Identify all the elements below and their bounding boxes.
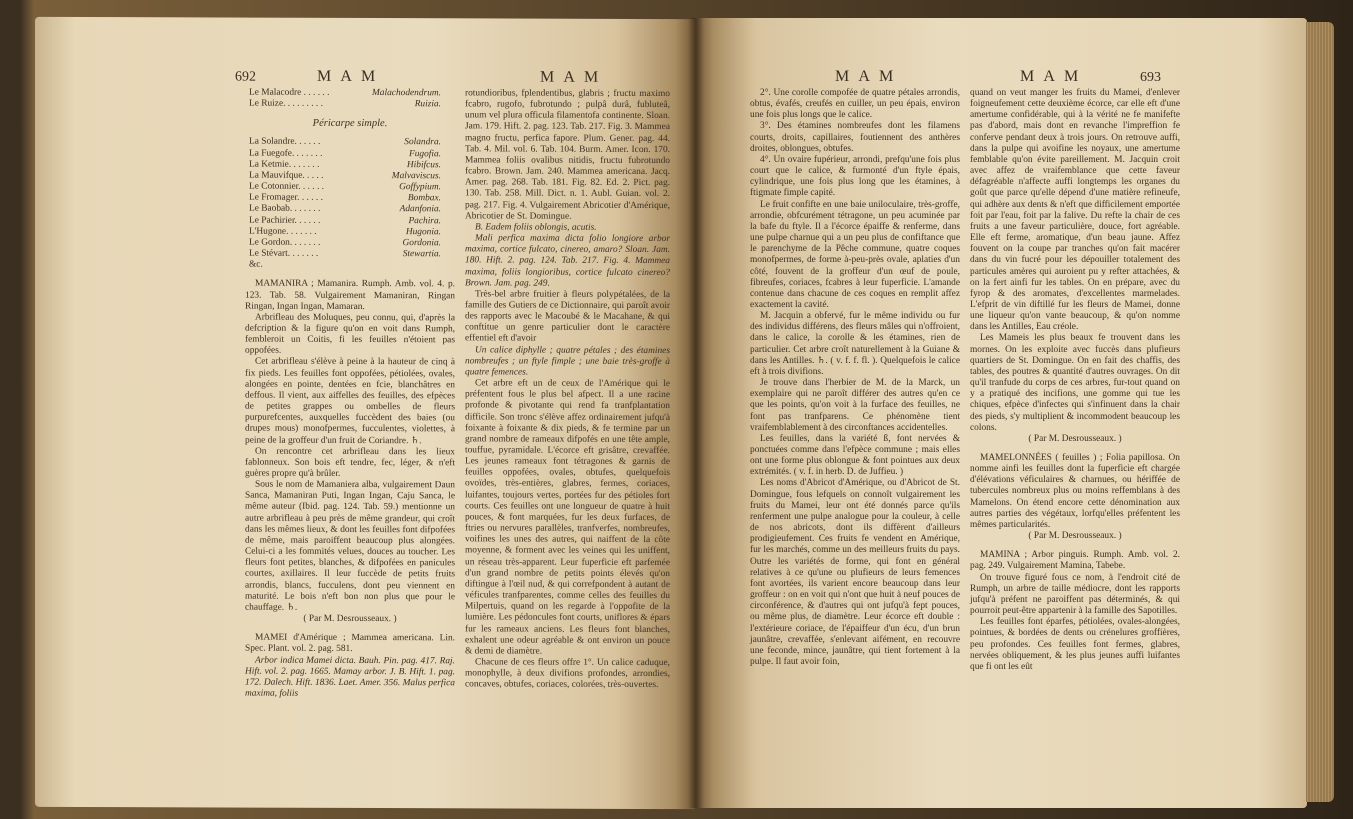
synonym-row: Le Cotonnier. . . . . . Goffypium. (249, 181, 441, 193)
entry-paragraph: Arbor indica Mamei dicta. Bauh. Pin. pag. 417. Raj. Hift. vol. 2. pag. 1665. Mamay arbor. J. B. Hift. 1. pag. 172. Dalech. Hift. 1836. Laet. Amer. 356. Malus perfica maxima, foliis (245, 655, 455, 699)
book-gutter (688, 18, 704, 808)
entry-paragraph: Les noms d'Abricot d'Amérique, ou d'Abricot de St. Domingue, fous lefquels on connoît vulgairement les fruits du Mamei, leur ont été donnés parce qu'ils renferment une pulpe analogue pour la couleur, à celle de nos abricots, dont ils diffèrent d'ailleurs prodigieufement. Ces fruits fe vendent en Amérique, fur les marchés, comme un des meilleurs fruits du pays. Outre les variétés de forme, qui font en général relatives à ce qu'une ou plufieurs de leurs femences font avortées, ils varient encore beaucoup dans leur groffeur : on en voit qui n'ont que huit à neuf pouces de circonférence, & d'autres qui ont jufqu'à fept pouces, ou même plus, de diamètre. Leur écorce eft double : l'extérieure coriace, de l'épaiffeur d'un écu, d'un brun jaunâtre, crevaffée, s'enlevant aifément, en recouvre une feconde, mince, jaunâtre, qui tient fortement à la pulpe. Il faut avoir foin, (750, 478, 960, 667)
entry-paragraph: M. Jacquin a obfervé, fur le même individu ou fur des individus différens, des fleurs mâles qui n'offroient, dans le calice, la corolle & les étamines, rien de particulier. Cet arbre croît naturellement à la Guiane & dans les Antilles. ♄. ( v. f. f. fl. ). Quelquefois le calice eft à trois divifions. (750, 311, 960, 377)
entry-paragraph: MAMEI d'Amérique ; Mammea americana. Lin. Spec. Plant. vol. 2. pag. 581. (245, 632, 455, 655)
left-column-2 (465, 88, 670, 691)
synonym-row: La Mauvifque. . . . . Malvaviscus. (249, 170, 441, 182)
synonym-row: Le Pachirier. . . . . . Pachira. (249, 215, 441, 226)
synonym-row: La Fuegofe. . . . . . . Fugofia. (249, 148, 441, 159)
synonym-row: Le Stévart. . . . . . . Stewartia. (249, 248, 441, 260)
entry-paragraph: On rencontre cet arbrifleau dans les lieux fablonneux. Son bois eft tendre, fec, léger, & n'eft guères propre qu'à brûler. (245, 446, 455, 479)
synonym-row: Le Malacodre . . . . . . Malachodendrum. (249, 87, 441, 99)
entry-paragraph: rotundioribus, fplendentibus, glabris ; fructu maximo fcabro, rugofo, fubrotundo ; pulpâ durâ, fubluteâ, unum vel plura officula filamentofa continente. Sloan. Jam. 179. Hift. 2. pag. 123. Tab. 217. Fig. 3. Mammea magno fructu, perfica fapore. Plum. Gener. pag. 44. Tab. 4. Mil. vol. 6. Tab. 104. Burm. Amer. Icon. 170. Mammea foliis ovalibus nitidis, fructu fubrotundo fcabro. Brown. Jam. 240. Mammea americana. Jacq. Amer. pag. 268. Tab. 181. Fig. 82. Ed. 2. Pict. pag. 130. Tab. 258. Mill. Dict. n. 1. Aubl. Guian. vol. 2. pag. 217. Fig. 4. Vulgairement Abricotier d'Amérique, Abricotier de St. Domingue. (465, 88, 670, 222)
entry-paragraph: MAMINA ; Arbor pinguis. Rumph. Amb. vol. 2. pag. 249. Vulgairement Mamina, Tabebe. (970, 550, 1180, 572)
entry-paragraph: 4°. Un ovaire fupérieur, arrondi, prefqu'une fois plus court que le calice, & furmonté d'un ftyle épais, cylindrique, une fois plus long que les étamines, à ftigmate fimple capité. (750, 154, 960, 199)
synonym-row: Le Gordon. . . . . . . Gordonia. (249, 237, 441, 249)
entry-paragraph: Un calice diphylle ; quatre pétales ; des étamines nombreufes ; un ftyle fimple ; une baie très-groffe à quatre femences. (465, 344, 670, 378)
entry-paragraph: MAMELONNÉES ( feuilles ) ; Folia papillosa. On nomme ainfi les feuilles dont la fuperficie eft chargée d'élévations véficulaires & charnues, ou hériffée de tubercules nombreux plus ou moins reffemblans à des Mamelons. On étend encore cette dénomination aux autres parties des végétaux, lorfqu'elles préfentent les mêmes particularités. (970, 453, 1180, 530)
entry-paragraph: On trouve figuré fous ce nom, à l'endroit cité de Rumph, un arbre de taille médiocre, dont les rapports jufqu'à préfent ne paroiffent pas déterminés, & qui pourroit peut-être appartenir à la famille des Sapotilles. (970, 572, 1180, 617)
entry-paragraph: Je trouve dans l'herbier de M. de la Marck, un exemplaire qui ne paroît différer des autres qu'en ce que les points, qu'on voit à la furface des feuilles, ne font pas tranfparens. Ce phénomène tient vraifemblablement à des circonftances accidentelles. (750, 378, 960, 433)
entry-paragraph: Le fruit confifte en une baie uniloculaire, très-groffe, arrondie, obfcurément tétragone, un peu acuminée par la bafe du ftyle. Il a l'écorce épaiffe & renferme, dans une pulpe charnue qui a un peu plus de confiftance que le parenchyme de la Pêche commune, quatre coques monofpermes, de forme à-peu-près ovale, aplaties d'un côté, fouvent de la groffeur d'un œuf de poule, fibreufes, coriaces, fcabres à leur fuperficie. L'amande contenue dans chacune de ces coques en remplit affez exactement la cavité. (750, 199, 960, 310)
running-header-right: M A M (1020, 68, 1082, 85)
entry-paragraph: Mali perfica maxima dicta folio longiore arbor maxima, cortice fulcato, cinereo, amaro? Sloan. Jam. 180. Hift. 2. pag. 124. Tab. 217. Fig. 4. Mammea maxima, foliis longioribus, cortice fulcato cinereo? Brown. Jam. pag. 249. (465, 233, 670, 289)
entry-paragraph: quand on veut manger les fruits du Mamei, d'enlever foigneufement cette deuxième écorce, car elle eft d'une amertume confidérable, qui à la vérité ne fe manifefte pas d'abord, mais dont en revanche l'impreffion fe conferve pendant deux à trois jours. On retrouve auffi, dans la pulpe qui avoifine les noyaux, une amertume femblable qu'on évite pareillement. M. Jacquin croit avec affez de vraifemblance que cette faveur défagréable n'affecte auffi longtemps les organes du goût que parce qu'elle dépend d'une matière refineufe, qui adhère aux dents & n'eft que difficilement emportée foit par l'eau, foit par la falive. Du refte la chair de ces fruits a une faveur particulière, douce, fort agréable. Elle eft ferme, aromatique, d'un beau jaune. Affez fouvent on la coupe par tranches qu'on fait macérer dans du vin fucré pour les dépouiller totalement des particules amères qui auroient pu y refter attachées, & on la fert ainfi fur les tables. On en prépare, avec du fyrop & des aromates, d'excellentes marmelades. L'efprit de vin diftillé fur les fleurs de Mamei, donne une liqueur qu'on vante beaucoup, & qu'on nomme dans les Antilles, Eau créole. (970, 88, 1180, 333)
entry-paragraph: Les feuilles font éparfes, pétiolées, ovales-alongées, pointues, & bordées de dents ou crénelures groffières, peu profondes. Ces feuilles font fermes, glabres, nervées obliquement, & les plus jeunes auffi luifantes que fi ont les eût (970, 617, 1180, 672)
right-column-2 (970, 88, 1180, 673)
right-column-1 (750, 88, 960, 668)
synonym-list (245, 137, 455, 272)
synonym-row: &c. (249, 259, 263, 270)
left-column-1 (245, 88, 455, 701)
synonym-row: L'Hugone. . . . . . . Hugonia. (249, 226, 441, 237)
synonym-list-top (245, 88, 455, 111)
running-header-left: M A M (317, 67, 379, 86)
entry-paragraph: Très-bel arbre fruitier à fleurs polypétalées, de la famille des Gutiers de ce Dictionnaire, qui paroît avoir des rapports avec le Macoubé & le Macahane, & qui conftitue un genre particulier dont le caractère effentiel eft d'avoir (465, 289, 670, 345)
running-header-right: M A M (540, 68, 602, 86)
running-header-left: M A M (835, 68, 897, 85)
entry-paragraph: MAMANIRA ; Mamanira. Rumph. Amb. vol. 4. p. 123. Tab. 58. Vulgairement Mamaniran, Ringan Ringan, Ingan Ingan, Mamaran. (245, 278, 455, 312)
entry-paragraph: Arbrifleau des Moluques, peu connu, qui, d'après la defcription & la figure qu'on en voit dans Rumph, fembleroit un Coitis, fi les feuilles n'étoient pas oppofées. (245, 312, 455, 356)
author-credit: ( Par M. Desrousseaux. ) (303, 613, 397, 625)
entry-paragraph: Chacune de ces fleurs offre 1°. Un calice caduque, monophylle, à deux divifions profondes, arrondies, concaves, obtufes, coriaces, colorées, très-ouvertes. (465, 657, 670, 691)
author-credit: ( Par M. Desrousseaux. ) (1028, 531, 1122, 542)
entry-paragraph: Les feuilles, dans la variété ß, font nervées & ponctuées comme dans l'efpèce commune ; mais elles ont une forme plus oblongue & font pointues aux deux extrémités. ( v. f. in herb. D. de Juffieu. ) (750, 433, 960, 478)
entry-paragraph: Sous le nom de Mamaniera alba, vulgairement Daun Sanca, Mamaniran Puti, Ingan Ingan, Caju Sanca, le même auteur (Ibid. pag. 124. Tab. 59.) mentionne un autre arbrifleau à peu près de même grandeur, qui croît dans les mêmes lieux, & dont les feuilles font difpofées de même, mais paroiffent beaucoup plus alongées. Celui-ci a les fommités velues, douces au toucher. Les fleurs font petites, blanches, & difpofées en panicules courtes, axillaires. Il leur fuccède de petits fruits arrondis, blancs, fucculens, dont peu viennent en maturité. Le bois n'eft bon non plus que pour le chauffage. ♄. (245, 479, 455, 613)
entry-paragraph: 2°. Une corolle compofée de quatre pétales arrondis, obtus, évafés, creufés en cuiller, un peu épais, environ une fois plus longs que le calice. (750, 88, 960, 121)
entry-paragraph: 3°. Des étamines nombreufes dont les filamens courts, droits, capillaires, foutiennent des anthères droites, oblongues, obtufes. (750, 121, 960, 154)
left-page (35, 17, 695, 809)
synonym-row: Le Baobab. . . . . . . Adanfonia. (249, 204, 441, 215)
entry-paragraph: Cet arbre eft un de ceux de l'Amérique qui le préfentent fous le plus bel afpect. Il a une racine profonde & pivotante qui rend fa tranfplantation difficile. Son tronc s'élève affez ordinairement jufqu'à foixante à foixante & dix pieds, & fe termine par un grand nombre de rameaux difpofés en une tête ample, touffue, pyramidale. L'écorce eft grisâtre, crevaffée. Les jeunes rameaux font tétragones & garnis de feuilles oppofées, ovales, obtufes, quelquefois ovoïdes, très-entières, glabres, fermes, coriaces, luifantes, toujours vertes, portées fur des pétioles fort courts. Ces feuilles ont une longueur de quatre à huit pouces, & font marquées, fur les deux furfaces, de ftries ou nervures parallèles, tranfverfes, nombreufes, voifines les unes des autres, qui naiffent de la côte moyenne, & forment avec les veines qui les uniffent, un réseau très-apparent. Leur fuperficie eft parfemée d'un grand nombre de petits points élevés qu'on diftingue à l'œil nud, & qui correfpondent à autant de véficules tranfparentes, comme celles des feuilles du Milpertuis, quand on les regarde à l'oppofite de la lumière. Les pédoncules font courts, uniflores & épars fur les rameaux anciens. Les fleurs font blanches, exhalent une odeur agréable & ont environ un pouce & demi de diamètre. (465, 378, 670, 657)
entry-paragraph: B. Eadem foliis oblongis, acutis. (475, 222, 597, 233)
author-credit: ( Par M. Desrousseaux. ) (1028, 433, 1122, 444)
entry-paragraph: Les Mameis les plus beaux fe trouvent dans les mornes. On les exploite avec fuccès dans plufieurs quartiers de St. Domingue. On en fait des chaffis, des tables, des poutres & quantité d'autres ouvrages. On dit qu'il tranfude du corps de ces arbres, fur-tout quand on y a pratiqué des incifions, une gomme qui tue les chiques, efpèce d'infectes qui s'infinuent dans la chair des pieds, s'y multiplient & incommodent beaucoup les colons. (970, 333, 1180, 433)
entry-paragraph: Cet arbrifleau s'élève à peine à la hauteur de cinq à fix pieds. Les feuilles font oppofées, pétiolées, ovales, alongées en pointe, dentées en fcie, blanchâtres en deffous. Il vient, aux aiffelles des feuilles, des efpèces de petites grappes ou ombelles de fleurs purpurefcentes, auxquelles fuccèdent des baies (ou drupes mous) monofpermes, fucculentes, violettes, à peine de la groffeur d'un fruit de Coriandre. ♄. (245, 357, 455, 446)
page-edges (1306, 22, 1334, 802)
synonym-row: Le Ruize. . . . . . . . . Ruizia. (249, 98, 441, 110)
synonym-row: La Ketmie. . . . . . . Hibifcus. (249, 159, 441, 171)
page-number: 693 (1140, 70, 1161, 85)
right-page (695, 18, 1307, 808)
synonym-row: La Solandre. . . . . . Solandra. (249, 137, 441, 148)
section-subtitle: Péricarpe simple. (312, 118, 388, 130)
synonym-row: Le Fromager. . . . . . Bombax. (249, 192, 441, 204)
page-number: 692 (235, 69, 256, 85)
